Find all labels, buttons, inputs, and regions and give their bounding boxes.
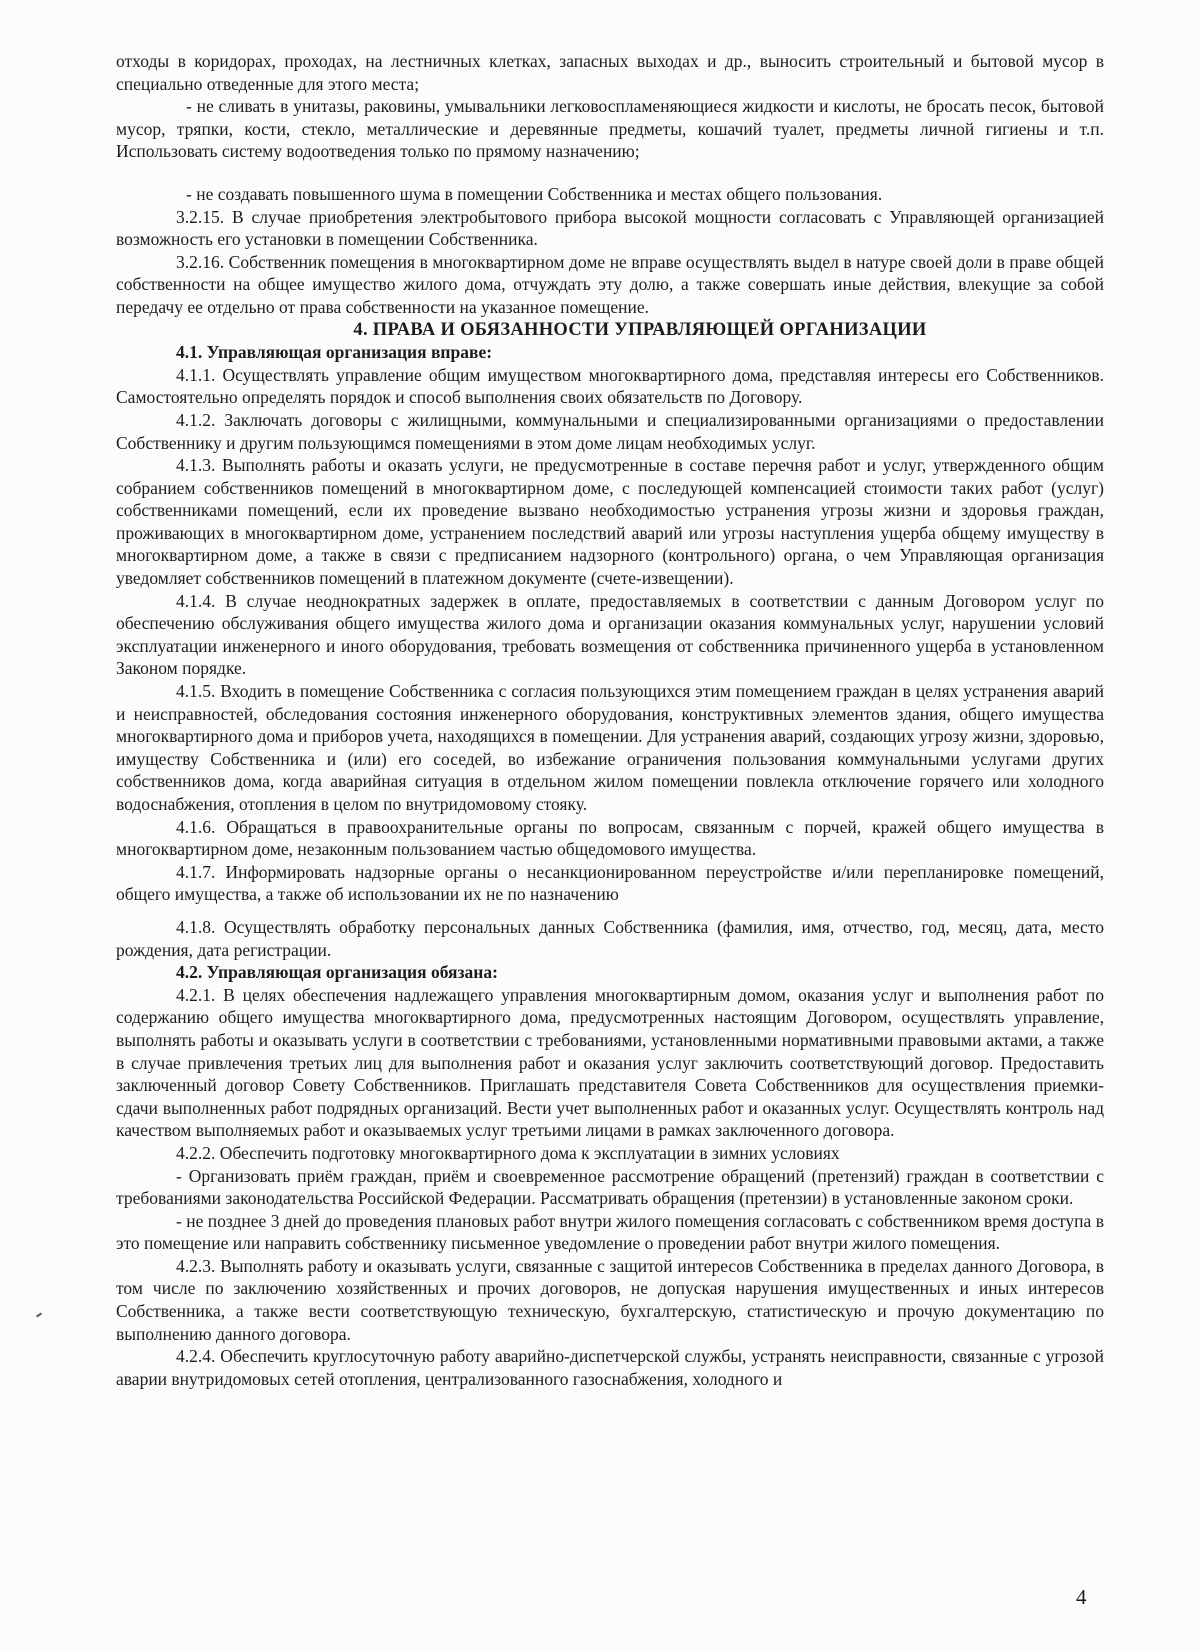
scan-artifact-mark bbox=[36, 1312, 42, 1317]
page-number: 4 bbox=[1076, 1585, 1087, 1609]
section-4-title: 4. ПРАВА И ОБЯЗАННОСТИ УПРАВЛЯЮЩЕЙ ОРГАНИЗАЦИИ bbox=[353, 319, 927, 340]
paragraph-4-1-3: 4.1.3. Выполнять работы и оказать услуги, не предусмотренные в составе перечня работ и услуг, утвержденного общим собранием собственников помещений в многоквартирном доме, с последующей компенсацией стоимости таких работ (услуг) собственниками помещений, если их проведение вызвано необходимостью устранения угрозы жизни и здоровья граждан, проживающих в многоквартирном доме, устранением последствий аварий или угрозы наступления ущерба общему имуществу в многоквартирном доме, а также в связи с предписанием надзорного (контрольного) органа, о чем Управляющая организация уведомляет собственников помещений в платежном документе (счете-извещении). bbox=[116, 455, 1104, 589]
paragraph-4-1-4: 4.1.4. В случае неоднократных задержек в оплате, предоставляемых в соответствии с данным Договором услуг по обеспечению обслуживания общего имущества жилого дома и организации оказания коммунальных услуг, нарушении условий эксплуатации инженерного и иного оборудования, требовать возмещения от собственника причиненного ущерба в установленном Законом порядке. bbox=[116, 590, 1104, 679]
paragraph-3-days-notice: - не позднее 3 дней до проведения плановых работ внутри жилого помещения согласовать с собственником время доступа в это помещение или направить собственнику письменное уведомление о проведении работ внутри жилого помещения. bbox=[116, 1210, 1104, 1254]
paragraph-4-2-3: 4.2.3. Выполнять работу и оказывать услуги, связанные с защитой интересов Собственника в пределах данного Договора, в том числе по заключению хозяйственных и прочих договоров, не допуская нарушения имущественных и иных интересов Собственника, а также вести соответствующую техническую, бухгалтерскую, статистическую и прочую документацию по выполнению данного договора. bbox=[116, 1255, 1104, 1344]
paragraph-4-1-6: 4.1.6. Обращаться в правоохранительные органы по вопросам, связанным с порчей, кражей общего имущества в многоквартирном доме, незаконным пользованием частью общедомового имущества. bbox=[116, 816, 1104, 860]
paragraph-reception: - Организовать приём граждан, приём и своевременное рассмотрение обращений (претензий) граждан в соответствии с требованиями законодательства Российской Федерации. Рассматривать обращения (претензии) в установленные законом сроки. bbox=[116, 1165, 1104, 1209]
paragraph-4-1-5: 4.1.5. Входить в помещение Собственника с согласия пользующихся этим помещением граждан в целях устранения аварий и неисправностей, обследования состояния инженерного оборудования, конструктивных элементов здания, общего имущества многоквартирного дома и приборов учета, находящихся в помещении. Для устранения аварий, создающих угрозу жизни, здоровью, имуществу Собственника и (или) его соседей, во избежание ограничения пользования коммунальными услугами других собственников дома, когда аварийная ситуация в отдельном жилом помещении повлекла отключение горячего или холодного водоснабжения, отопления в целом по внутридомовому стояку. bbox=[116, 681, 1104, 814]
subsection-4-2-heading: 4.2. Управляющая организация обязана: bbox=[176, 962, 498, 983]
paragraph-3-2-14-tail: отходы в коридорах, проходах, на лестничных клетках, запасных выходах и др., выносить строительный и бытовой мусор в специально отведенные для этого места; bbox=[116, 51, 1104, 94]
paragraph-3-2-16: 3.2.16. Собственник помещения в многоквартирном доме не вправе осуществлять выдел в натуре своей доли в праве общей собственности на общее имущество жилого дома, отчуждать эту долю, а также совершать иные действия, влекущие за собой передачу ее отдельно от права собственности на указанное помещение. bbox=[116, 251, 1104, 317]
paragraph-4-1-7: 4.1.7. Информировать надзорные органы о несанкционированном переустройстве и/или перепланировке помещений, общего имущества, а также об использовании их не по назначению bbox=[116, 861, 1104, 905]
paragraph-no-noise: - не создавать повышенного шума в помещении Собственника и местах общего пользования. bbox=[186, 183, 883, 204]
subsection-4-1-heading: 4.1. Управляющая организация вправе: bbox=[176, 342, 493, 363]
paragraph-4-2-1: 4.2.1. В целях обеспечения надлежащего управления многоквартирным домом, оказания услуг и выполнения работ по содержанию общего имущества многоквартирного дома, предусмотренных настоящим Договором, осуществлять управление, выполнять работы и оказывать услуги в соответствии с требованиями, установленными нормативными правовыми актами, а также в случае привлечения третьих лиц для выполнения работ и оказания услуг заключить соответствующий договор. Предоставить заключенный договор Совету Собственников. Приглашать представителя Совета Собственников для осуществления приемки-сдачи выполненных работ подрядных организаций. Вести учет выполненных работ и оказанных услуг. Осуществлять контроль над качеством выполняемых работ и оказываемых услуг третьими лицами в рамках заключенного договора. bbox=[116, 984, 1104, 1141]
paragraph-4-2-2: 4.2.2. Обеспечить подготовку многоквартирного дома к эксплуатации в зимних условиях bbox=[176, 1142, 840, 1163]
paragraph-4-1-8: 4.1.8. Осуществлять обработку персональных данных Собственника (фамилия, имя, отчество, год, месяц, дата, место рождения, дата регистрации. bbox=[116, 916, 1104, 960]
paragraph-no-drain: - не сливать в унитазы, раковины, умывальники легковоспламеняющиеся жидкости и кислоты, не бросать песок, бытовой мусор, тряпки, кости, стекло, металлические и деревянные предметы, кошачий туалет, предметы личной гигиены и т.п. Использовать систему водоотведения только по прямому назначению; bbox=[116, 96, 1104, 162]
paragraph-4-1-2: 4.1.2. Заключать договоры с жилищными, коммунальными и специализированными организациями о предоставлении Собственнику и другим пользующимся помещениями в этом доме лицам необходимых услуг. bbox=[116, 409, 1104, 453]
document-body bbox=[116, 50, 1104, 1390]
paragraph-4-1-1: 4.1.1. Осуществлять управление общим имуществом многоквартирного дома, представляя интересы его Собственников. Самостоятельно определять порядок и способ выполнения своих обязательств по Договору. bbox=[116, 364, 1104, 408]
paragraph-4-2-4: 4.2.4. Обеспечить круглосуточную работу аварийно-диспетчерской службы, устранять неисправности, связанные с угрозой аварии внутридомовых сетей отопления, централизованного газоснабжения, холодного и bbox=[116, 1346, 1104, 1389]
paragraph-3-2-15: 3.2.15. В случае приобретения электробытового прибора высокой мощности согласовать с Управляющей организацией возможность его установки в помещении Собственника. bbox=[116, 206, 1104, 250]
